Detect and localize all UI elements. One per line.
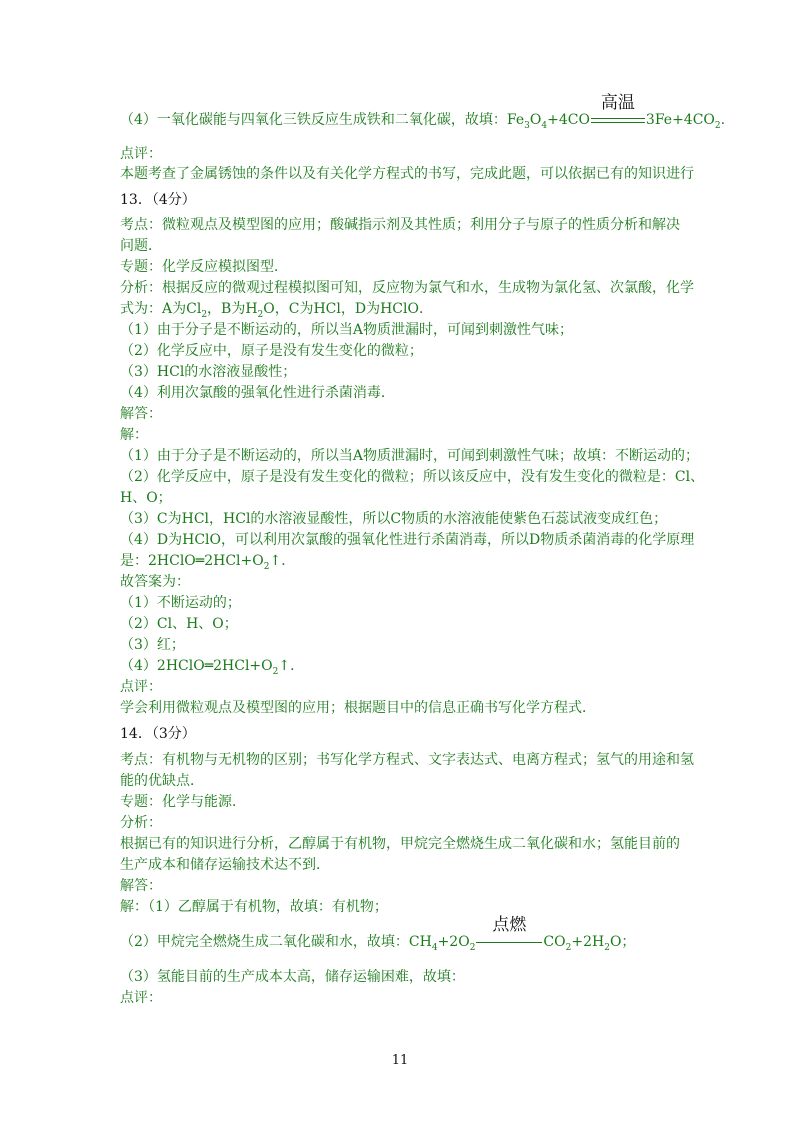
solution-item-4-equation: 是：$2HClO═2HCl+O_2↑$．	[120, 553, 296, 572]
comment-label-14: 点评：	[120, 990, 162, 1006]
answer-2: （2）Cl、H、O；	[120, 616, 238, 632]
answer-1: （1）不断运动的；	[120, 595, 241, 611]
comment-text: 本题考查了金属锈蚀的条件以及有关化学方程式的书写，完成此题，可以依据已有的知识进行	[120, 166, 694, 182]
answers-label: 故答案为：	[120, 574, 190, 590]
high-temperature-condition: 高温	[591, 113, 645, 127]
knowledge-points-14-cont: 能的优缺点．	[120, 773, 204, 789]
analysis-item-4: （4）利用次氯酸的强氧化性进行杀菌消毒．	[120, 385, 395, 401]
analysis-text-14-cont: 生产成本和储存运输技术达不到．	[120, 857, 330, 873]
analysis-text-14: 根据已有的知识进行分析，乙醇属于有机物，甲烷完全燃烧生成二氧化碳和水；氢能目前的	[120, 836, 680, 852]
comment-label-13: 点评：	[120, 679, 162, 695]
solution-14-item-1: 解：（1）乙醇属于有机物，故填：有机物；	[120, 899, 388, 915]
comment-label: 点评：	[120, 146, 162, 162]
solution-item-4: （4）D为HClO，可以利用次氯酸的强氧化性进行杀菌消毒，所以D物质杀菌消毒的化学原理	[120, 532, 695, 548]
solution-start: 解：	[120, 427, 148, 443]
solution-item-2: （2）化学反应中，原子是没有发生变化的微粒；所以该反应中，没有发生变化的微粒是：Cl、	[120, 469, 705, 485]
solution-item-3: （3）C为HCl，HCl的水溶液显酸性，所以C物质的水溶液能使紫色石蕊试液变成红色；	[120, 511, 668, 527]
page-number: 11	[391, 1053, 409, 1068]
topic: 专题：化学反应模拟图型．	[120, 259, 288, 275]
knowledge-points: 考点：微粒观点及模型图的应用；酸碱指示剂及其性质；利用分子与原子的性质分析和解决	[120, 217, 680, 233]
analysis-item-2: （2）化学反应中，原子是没有发生变化的微粒；	[120, 343, 423, 359]
solution-label-14: 解答：	[120, 878, 162, 894]
answer-4: $(4)2HClO═2HCl+O_2↑$．	[120, 658, 305, 677]
analysis-formulas: 式为：A为$Cl_2$，B为$H_2O$，C为HCl，D为HClO．	[120, 301, 433, 320]
analysis-item-1: （1）由于分子是不断运动的，所以当A物质泄漏时，可闻到刺激性气味；	[120, 322, 574, 338]
solution-item-2-cont: H、O；	[120, 490, 172, 506]
solution-14-item-2: （2）甲烷完全燃烧生成二氧化碳和水，故填：$CH_4+2O_2$ 点燃 $CO_2+2H_2O$；	[120, 915, 636, 953]
comment-text-13: 学会利用微粒观点及模型图的应用；根据题目中的信息正确书写化学方程式．	[120, 700, 596, 716]
solution-14-item-3: （3）氢能目前的生产成本太高，储存运输困难，故填：	[120, 969, 465, 985]
knowledge-points-cont: 问题．	[120, 238, 162, 254]
analysis-item-3: （3）HCl的水溶液显酸性；	[120, 364, 297, 380]
question-13-header: 13．（4分）	[120, 192, 196, 208]
analysis: 分析：根据反应的微观过程模拟图可知，反应物为氯气和水，生成物为氯化氢、次氯酸，化学	[120, 280, 694, 296]
question-14-header: 14．（3分）	[120, 726, 196, 742]
solution-item-1: （1）由于分子是不断运动的，所以当A物质泄漏时，可闻到刺激性气味；故填：不断运动的；	[120, 448, 700, 464]
analysis-label-14: 分析：	[120, 815, 162, 831]
topic-14: 专题：化学与能源．	[120, 794, 246, 810]
ignition-condition: 点燃	[476, 935, 542, 949]
knowledge-points-14: 考点：有机物与无机物的区别；书写化学方程式、文字表达式、电离方程式；氢气的用途和氢	[120, 752, 694, 768]
solution-label: 解答：	[120, 406, 162, 422]
answer-3: （3）红；	[120, 637, 185, 653]
answer-line-co-reaction: （4）一氧化碳能与四氧化三铁反应生成铁和二氧化碳，故填：$Fe_3O_4+4CO$ 高温 $3Fe+4CO_2$.	[120, 93, 726, 131]
